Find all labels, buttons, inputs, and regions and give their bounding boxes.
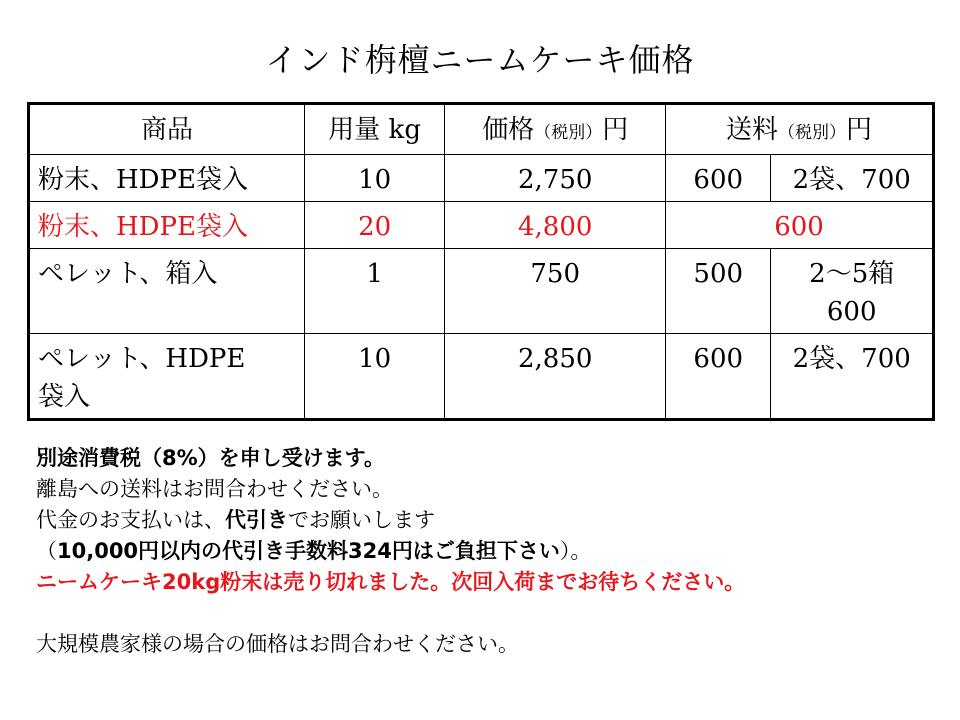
cell-product-line1: ペレット、HDPE (38, 344, 246, 374)
header-price-label: 価格 (482, 115, 535, 145)
note-island-shipping: 離島への送料はお問合わせください。 (36, 477, 393, 501)
price-table (27, 102, 935, 421)
cell-amount: 10 (304, 155, 444, 202)
cell-shipping-multi: 2袋、700 (771, 334, 934, 420)
table-row-highlighted (29, 202, 934, 249)
notes (36, 443, 936, 660)
cell-product: ペレット、箱入 (29, 249, 305, 334)
cell-product (29, 334, 305, 420)
cell-product: 粉末、HDPE袋入 (29, 155, 305, 202)
cell-shipping-single: 600 (666, 334, 771, 420)
cell-amount: 10 (304, 334, 444, 420)
note-sold-out: ニームケーキ20kg粉末は売り切れました。次回入荷までお待ちください。 (36, 570, 746, 594)
header-shipping (666, 104, 934, 155)
table-row (29, 249, 934, 334)
header-amount: 用量 kg (304, 104, 444, 155)
table-header-row (29, 104, 934, 155)
table-row (29, 155, 934, 202)
cell-shipping-multi-line2: 600 (826, 297, 877, 327)
note-cod-fee-text: 10,000円以内の代引き手数料324円はご負担下さい (57, 539, 560, 563)
note-payment-cod: 代引き (225, 508, 288, 532)
cell-price: 2,850 (445, 334, 666, 420)
note-payment (36, 505, 936, 536)
note-large-farm: 大規模農家様の場合の価格はお問合わせください。 (36, 632, 519, 656)
cell-shipping-multi-line1: 2～5箱 (809, 259, 895, 289)
cell-shipping: 600 (666, 202, 934, 249)
header-price (445, 104, 666, 155)
note-cod-fee (36, 536, 936, 567)
note-cod-fee-open: （ (36, 539, 57, 563)
cell-shipping-single: 600 (666, 155, 771, 202)
cell-amount: 20 (304, 202, 444, 249)
note-cod-fee-close: ）。 (559, 539, 592, 563)
cell-shipping-multi: 2袋、700 (771, 155, 934, 202)
header-price-unit: 円 (602, 115, 629, 145)
cell-product: 粉末、HDPE袋入 (29, 202, 305, 249)
header-shipping-unit: 円 (846, 115, 873, 145)
page-title: インド栴檀ニームケーキ価格 (265, 41, 695, 79)
note-payment-a: 代金のお支払いは、 (36, 508, 225, 532)
header-product: 商品 (29, 104, 305, 155)
cell-shipping-single: 500 (666, 249, 771, 334)
cell-price: 2,750 (445, 155, 666, 202)
spacer (36, 598, 936, 629)
cell-shipping-multi (771, 249, 934, 334)
header-shipping-label: 送料 (726, 115, 779, 145)
note-tax: 別途消費税（8%）を申し受けます。 (36, 446, 385, 470)
header-price-tax-note: （税別） (534, 123, 603, 143)
cell-amount: 1 (304, 249, 444, 334)
note-payment-c: でお願いします (288, 508, 435, 532)
cell-price: 750 (445, 249, 666, 334)
cell-product-line2: 袋入 (38, 382, 91, 412)
cell-price: 4,800 (445, 202, 666, 249)
table-row (29, 334, 934, 420)
header-shipping-tax-note: （税別） (778, 123, 847, 143)
